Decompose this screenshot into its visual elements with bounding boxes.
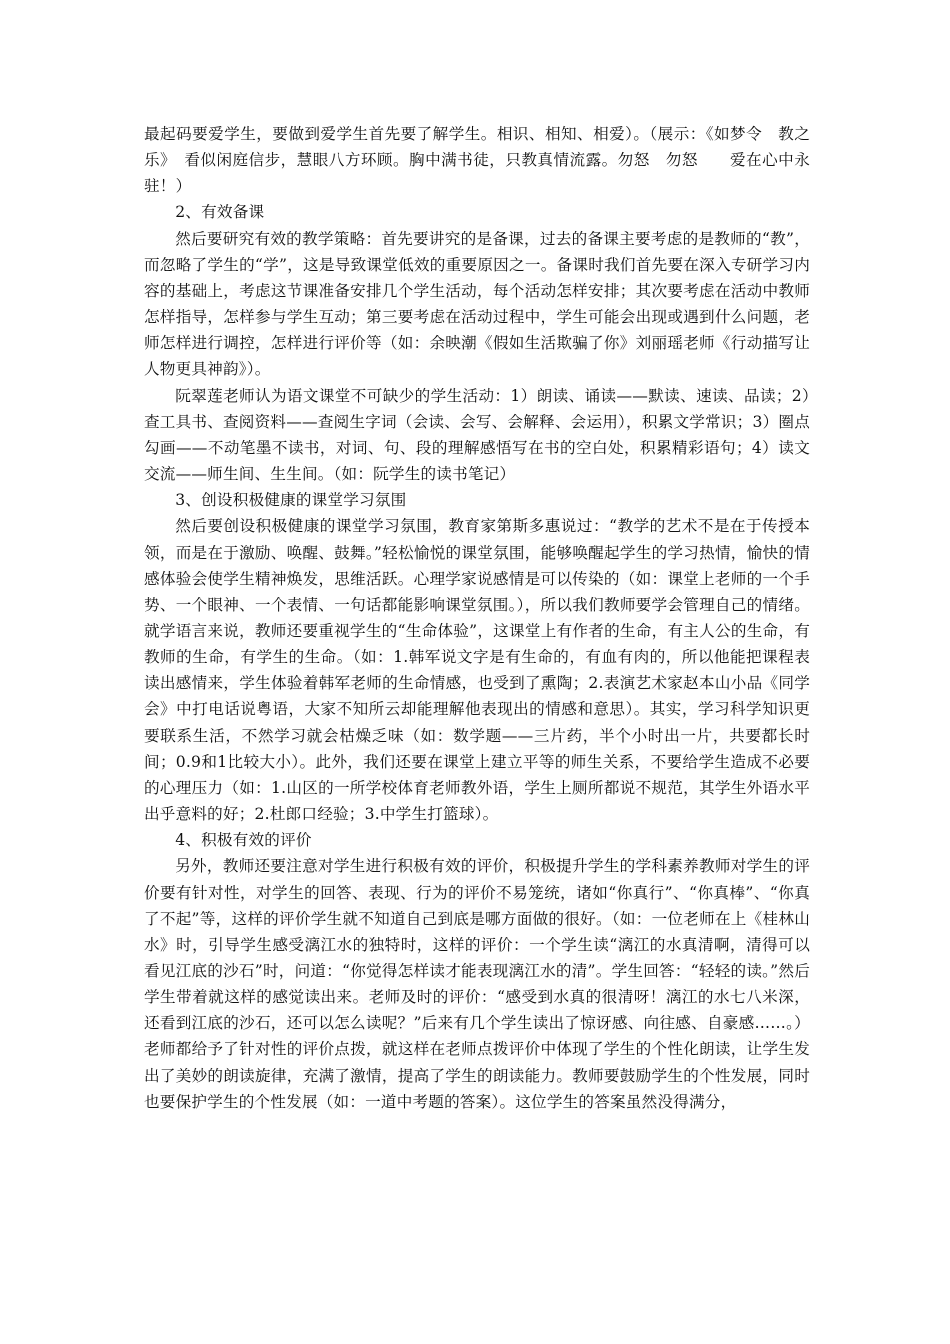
paragraph-lesson-prep: 然后要研究有效的教学策略：首先要讲究的是备课，过去的备课主要考虑的是教师的“教”，而忽略了学生的“学”，这是导致课堂低效的重要原因之一。备课时我们首先要在深入专研学习内容的基础上，考虑这节课准备安排几个学生活动，每个活动怎样安排；其次要考虑在活动中教师怎样指导，怎样参与学生互动；第三要考虑在活动过程中，学生可能会出现或遇到什么问题，老师怎样进行调控，怎样进行评价等（如：余映潮《假如生活欺骗了你》刘丽瑶老师《行动描写让人物更具神韵》）。 bbox=[144, 229, 810, 379]
document-body bbox=[144, 121, 810, 1115]
paragraph-student-activities: 阮翠莲老师认为语文课堂不可缺少的学生活动：1）朗读、诵读——默读、速读、品读；2）查工具书、查阅资料——查阅生字词（会读、会写、会解释、会运用），积累文学常识；3）圈点勾画——不动笔墨不读书，对词、句、段的理解感悟写在书的空白处，积累精彩语句；4）读文交流——师生间、生生间。（如：阮学生的读书笔记） bbox=[144, 386, 810, 484]
paragraph-intro-continuation: 最起码要爱学生，要做到爱学生首先要了解学生。相识、相知、相爱）。（展示：《如梦令 教之乐》 看似闲庭信步，慧眼八方环顾。胸中满书徒，只教真情流露。勿怒 勿怒 爱在心中永驻！） bbox=[144, 125, 810, 196]
section-heading-effective-lesson-prep: 2、有效备课 bbox=[175, 203, 265, 222]
paragraph-classroom-atmosphere: 然后要创设积极健康的课堂学习氛围，教育家第斯多惠说过：“教学的艺术不是在于传授本领，而是在于激励、唤醒、鼓舞。”轻松愉悦的课堂氛围，能够唤醒起学生的学习热情，愉快的情感体验会使学生精神焕发，思维活跃。心理学家说感情是可以传染的（如：课堂上老师的一个手势、一个眼神、一个表情、一句话都能影响课堂氛围。），所以我们教师要学会管理自己的情绪。就学语言来说，教师还要重视学生的“生命体验”，这课堂上有作者的生命，有主人公的生命，有教师的生命，有学生的生命。（如：1.韩军说文字是有生命的，有血有肉的，所以他能把课程表读出感情来，学生体验着韩军老师的生命情感，也受到了熏陶；2.表演艺术家赵本山小品《同学会》中打电话说粤语，大家不知所云却能理解他表现出的情感和意思）。其实，学习科学知识更要联系生活，不然学习就会枯燥乏味（如：数学题——三片药，半个小时出一片，共要都长时间；0.9和1比较大小）。此外，我们还要在课堂上建立平等的师生关系，不要给学生造成不必要的心理压力（如：1.山区的一所学校体育老师教外语，学生上厕所都说不规范，其学生外语水平出乎意料的好；2.杜郎口经验；3.中学生打篮球）。 bbox=[144, 517, 810, 824]
section-heading-effective-evaluation: 4、积极有效的评价 bbox=[175, 831, 312, 850]
section-heading-classroom-atmosphere: 3、创设积极健康的课堂学习氛围 bbox=[175, 491, 407, 510]
paragraph-effective-evaluation: 另外，教师还要注意对学生进行积极有效的评价，积极提升学生的学科素养教师对学生的评价要有针对性，对学生的回答、表现、行为的评价不易笼统，诸如“你真行”、“你真棒”、“你真了不起”等，这样的评价学生就不知道自己到底是哪方面做的很好。（如：一位老师在上《桂林山水》时，引导学生感受漓江水的独特时，这样的评价：一个学生读“漓江的水真清啊，清得可以看见江底的沙石”时，问道：“你觉得怎样读才能表现漓江水的清”。学生回答：“轻轻的读。”然后学生带着就这样的感觉读出来。老师及时的评价：“感受到水真的很清呀！漓江的水七八米深，还看到江底的沙石，还可以怎么读呢？”后来有几个学生读出了惊讶感、向往感、自豪感……。）老师都给予了针对性的评价点拨，就这样在老师点拨评价中体现了学生的个性化朗读，让学生发出了美妙的朗读旋律，充满了激情，提高了学生的朗读能力。教师要鼓励学生的个性发展，同时也要保护学生的个性发展（如：一道中考题的答案）。这位学生的答案虽然没得满分， bbox=[144, 857, 810, 1111]
